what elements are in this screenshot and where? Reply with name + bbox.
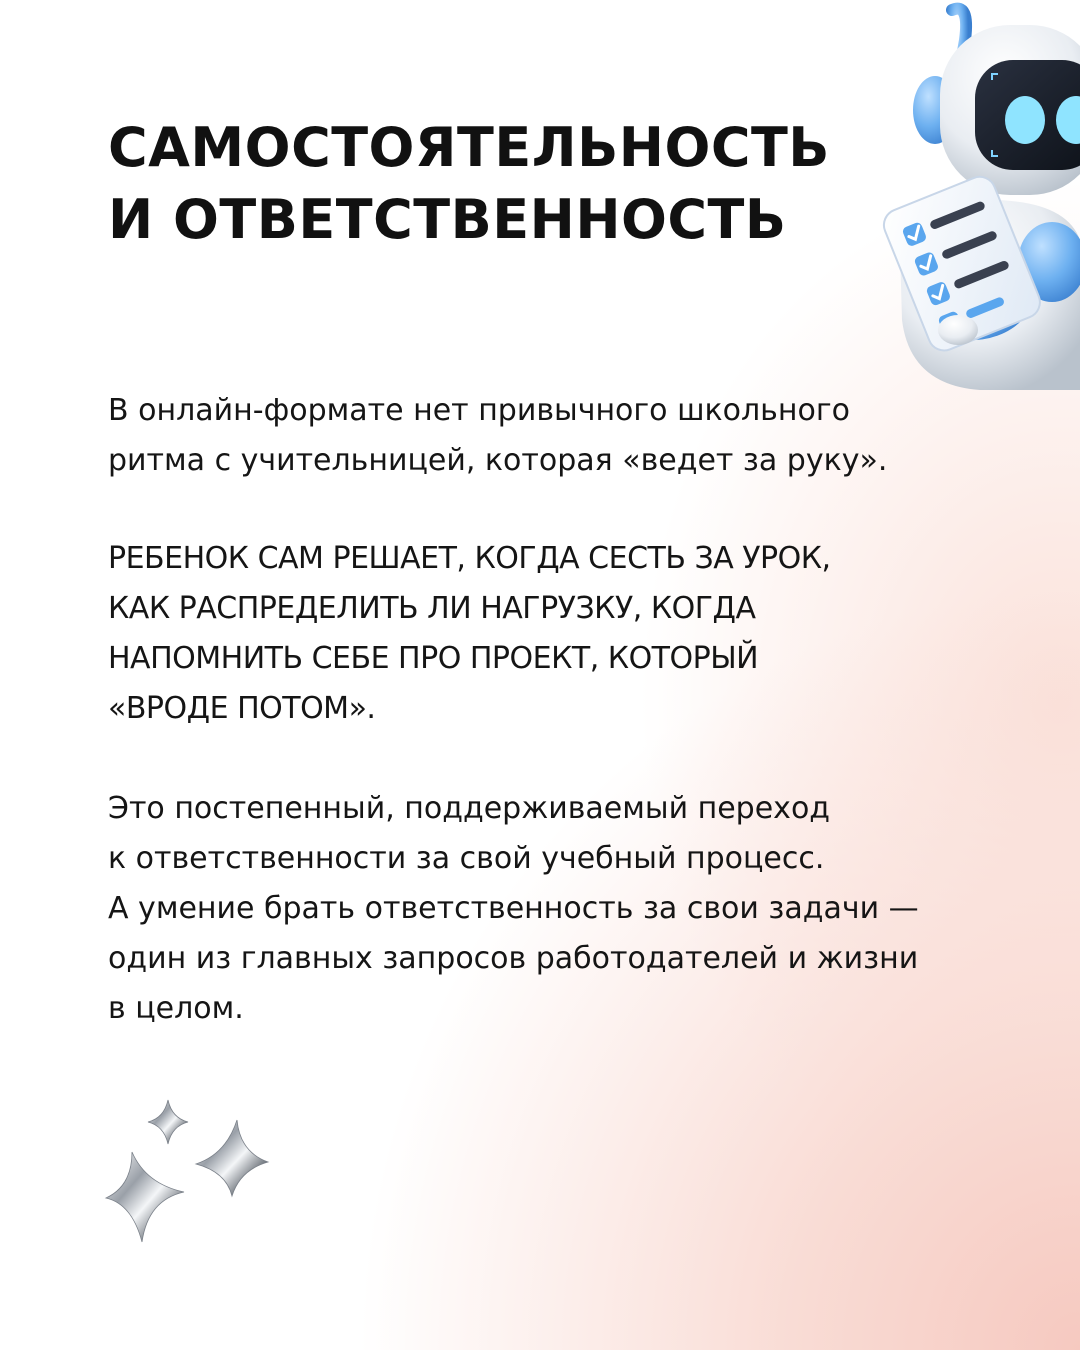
title-line-2: И ОТВЕТСТВЕННОСТЬ [108, 188, 787, 251]
page-title [108, 112, 868, 256]
intro-paragraph: В онлайн-формате нет привычного школьного ритма с учительницей, которая «ведет за руку». [108, 393, 888, 478]
title-line-1: САМОСТОЯТЕЛЬНОСТЬ [108, 116, 830, 179]
chrome-sparkles-icon [102, 1092, 274, 1248]
caps-paragraph: РЕБЕНОК САМ РЕШАЕТ, КОГДА СЕСТЬ ЗА УРОК, КАК РАСПРЕДЕЛИТЬ ЛИ НАГРУЗКУ, КОГДА НАПОМНИТЬ СЕБЕ ПРО ПРОЕКТ, КОТОРЫЙ «ВРОДЕ ПОТОМ». [108, 541, 831, 726]
robot-with-checklist-icon [840, 0, 1080, 390]
conclusion-paragraph: Это постепенный, поддерживаемый переход к ответственности за свой учебный процесс. А умение брать ответственность за свои задачи — один из главных запросов работодателей и жизни в целом. [108, 791, 919, 1026]
